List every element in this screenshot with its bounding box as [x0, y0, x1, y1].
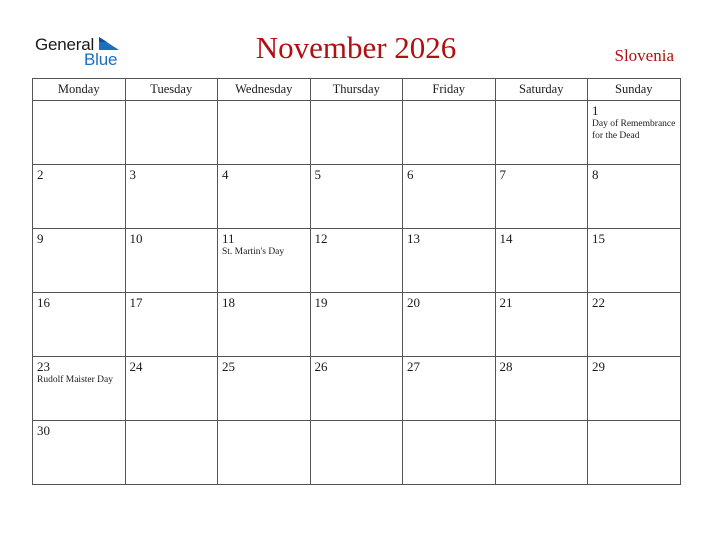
day-cell — [588, 229, 681, 293]
day-cell-content — [588, 357, 680, 374]
day-cell — [218, 293, 311, 357]
day-cell — [125, 357, 218, 421]
day-cell — [218, 165, 311, 229]
day-cell-content — [588, 421, 680, 423]
day-cell — [588, 421, 681, 485]
day-cell-content — [496, 165, 588, 182]
day-cell-content — [218, 421, 310, 423]
day-number: 8 — [592, 167, 599, 182]
day-number: 3 — [129, 167, 136, 182]
day-cell-content — [33, 421, 125, 438]
day-cell-content — [126, 357, 218, 374]
day-cell — [403, 101, 496, 165]
day-cell — [310, 293, 403, 357]
week-row — [33, 293, 681, 357]
day-cell-content — [588, 293, 680, 310]
day-number: 29 — [592, 359, 605, 374]
day-number: 30 — [37, 423, 50, 438]
day-cell — [125, 165, 218, 229]
day-cell — [33, 421, 126, 485]
day-cell-content — [33, 101, 125, 103]
day-cell-content — [403, 293, 495, 310]
day-number: 9 — [37, 231, 44, 246]
day-number: 14 — [499, 231, 513, 246]
day-cell — [403, 357, 496, 421]
day-number: 15 — [592, 231, 605, 246]
day-cell — [495, 293, 588, 357]
week-row — [33, 165, 681, 229]
day-cell-content — [588, 165, 680, 182]
day-cell — [495, 357, 588, 421]
day-cell-content — [126, 293, 218, 310]
day-number: 7 — [499, 167, 506, 182]
day-cell — [33, 229, 126, 293]
day-number: 23 — [37, 359, 50, 374]
day-cell — [125, 229, 218, 293]
day-cell — [218, 101, 311, 165]
day-cell-content — [403, 165, 495, 182]
day-cell-content — [33, 293, 125, 310]
day-number: 28 — [499, 359, 513, 374]
weekday-header: Sunday — [588, 79, 681, 101]
day-cell — [588, 101, 681, 165]
day-cell — [125, 101, 218, 165]
day-number: 1 — [592, 103, 599, 118]
day-number: 11 — [222, 231, 235, 246]
day-number: 26 — [314, 359, 328, 374]
logo-text-blue: Blue — [84, 50, 118, 69]
week-row — [33, 101, 681, 165]
day-number: 25 — [222, 359, 235, 374]
day-cell — [588, 357, 681, 421]
day-cell — [125, 293, 218, 357]
day-cell — [588, 293, 681, 357]
day-cell-content — [126, 101, 218, 103]
day-number: 19 — [314, 295, 328, 310]
week-row — [33, 421, 681, 485]
day-cell — [403, 421, 496, 485]
day-number: 20 — [407, 295, 420, 310]
day-cell-content — [403, 357, 495, 374]
logo-text-general: General — [35, 35, 95, 54]
week-row — [33, 357, 681, 421]
day-cell-content — [496, 421, 588, 423]
day-number: 6 — [407, 167, 414, 182]
day-cell — [495, 229, 588, 293]
weekday-header-row — [33, 79, 681, 101]
day-cell — [33, 357, 126, 421]
day-cell — [310, 357, 403, 421]
holiday-label: St. Martin's Day — [222, 247, 285, 257]
day-cell — [495, 421, 588, 485]
weekday-header: Saturday — [495, 79, 588, 101]
day-cell — [403, 165, 496, 229]
day-number: 10 — [129, 231, 143, 246]
day-cell — [495, 165, 588, 229]
day-cell — [310, 421, 403, 485]
day-number: 12 — [314, 231, 328, 246]
day-cell-content — [588, 101, 680, 142]
day-cell-content — [496, 101, 588, 103]
day-cell — [310, 165, 403, 229]
day-number: 22 — [592, 295, 605, 310]
day-cell — [33, 293, 126, 357]
day-cell — [218, 229, 311, 293]
day-number: 21 — [499, 295, 513, 310]
day-cell-content — [311, 421, 403, 423]
day-number: 27 — [407, 359, 420, 374]
day-cell-content — [496, 357, 588, 374]
week-row — [33, 229, 681, 293]
holiday-label: Day of Remembrance for the Dead — [592, 119, 676, 141]
day-cell-content — [126, 421, 218, 423]
day-cell — [310, 101, 403, 165]
day-cell-content — [311, 165, 403, 182]
day-cell — [403, 229, 496, 293]
day-cell-content — [218, 293, 310, 310]
day-cell-content — [33, 229, 125, 246]
weekday-header: Monday — [33, 79, 126, 101]
day-cell — [33, 165, 126, 229]
day-number: 16 — [37, 295, 50, 310]
day-number: 5 — [314, 167, 321, 182]
day-cell-content — [126, 165, 218, 182]
day-cell — [33, 101, 126, 165]
weekday-header: Friday — [403, 79, 496, 101]
day-cell-content — [33, 165, 125, 182]
day-cell — [218, 357, 311, 421]
calendar-body — [33, 101, 681, 485]
day-cell-content — [33, 357, 125, 386]
day-cell-content — [311, 229, 403, 246]
weekday-header: Thursday — [310, 79, 403, 101]
day-cell-content — [218, 165, 310, 182]
day-cell — [588, 165, 681, 229]
day-number: 13 — [407, 231, 420, 246]
day-cell — [125, 421, 218, 485]
day-number: 4 — [222, 167, 229, 182]
calendar-grid — [32, 78, 681, 485]
day-cell-content — [496, 229, 588, 246]
day-number: 17 — [129, 295, 143, 310]
page-title: November 2026 — [255, 30, 457, 65]
day-number: 24 — [129, 359, 143, 374]
weekday-header: Wednesday — [218, 79, 311, 101]
day-cell — [403, 293, 496, 357]
country-label: Slovenia — [614, 46, 674, 65]
day-cell-content — [311, 293, 403, 310]
day-number: 18 — [222, 295, 235, 310]
weekday-header: Tuesday — [125, 79, 218, 101]
day-cell — [218, 421, 311, 485]
day-cell-content — [496, 293, 588, 310]
day-cell — [495, 101, 588, 165]
day-cell-content — [126, 229, 218, 246]
day-cell-content — [218, 101, 310, 103]
day-cell-content — [218, 229, 310, 258]
day-cell-content — [311, 357, 403, 374]
day-number: 2 — [37, 167, 44, 182]
day-cell — [310, 229, 403, 293]
holiday-label: Rudolf Maister Day — [37, 375, 113, 385]
day-cell-content — [588, 229, 680, 246]
day-cell-content — [311, 101, 403, 103]
day-cell-content — [403, 101, 495, 103]
day-cell-content — [403, 421, 495, 423]
day-cell-content — [403, 229, 495, 246]
day-cell-content — [218, 357, 310, 374]
